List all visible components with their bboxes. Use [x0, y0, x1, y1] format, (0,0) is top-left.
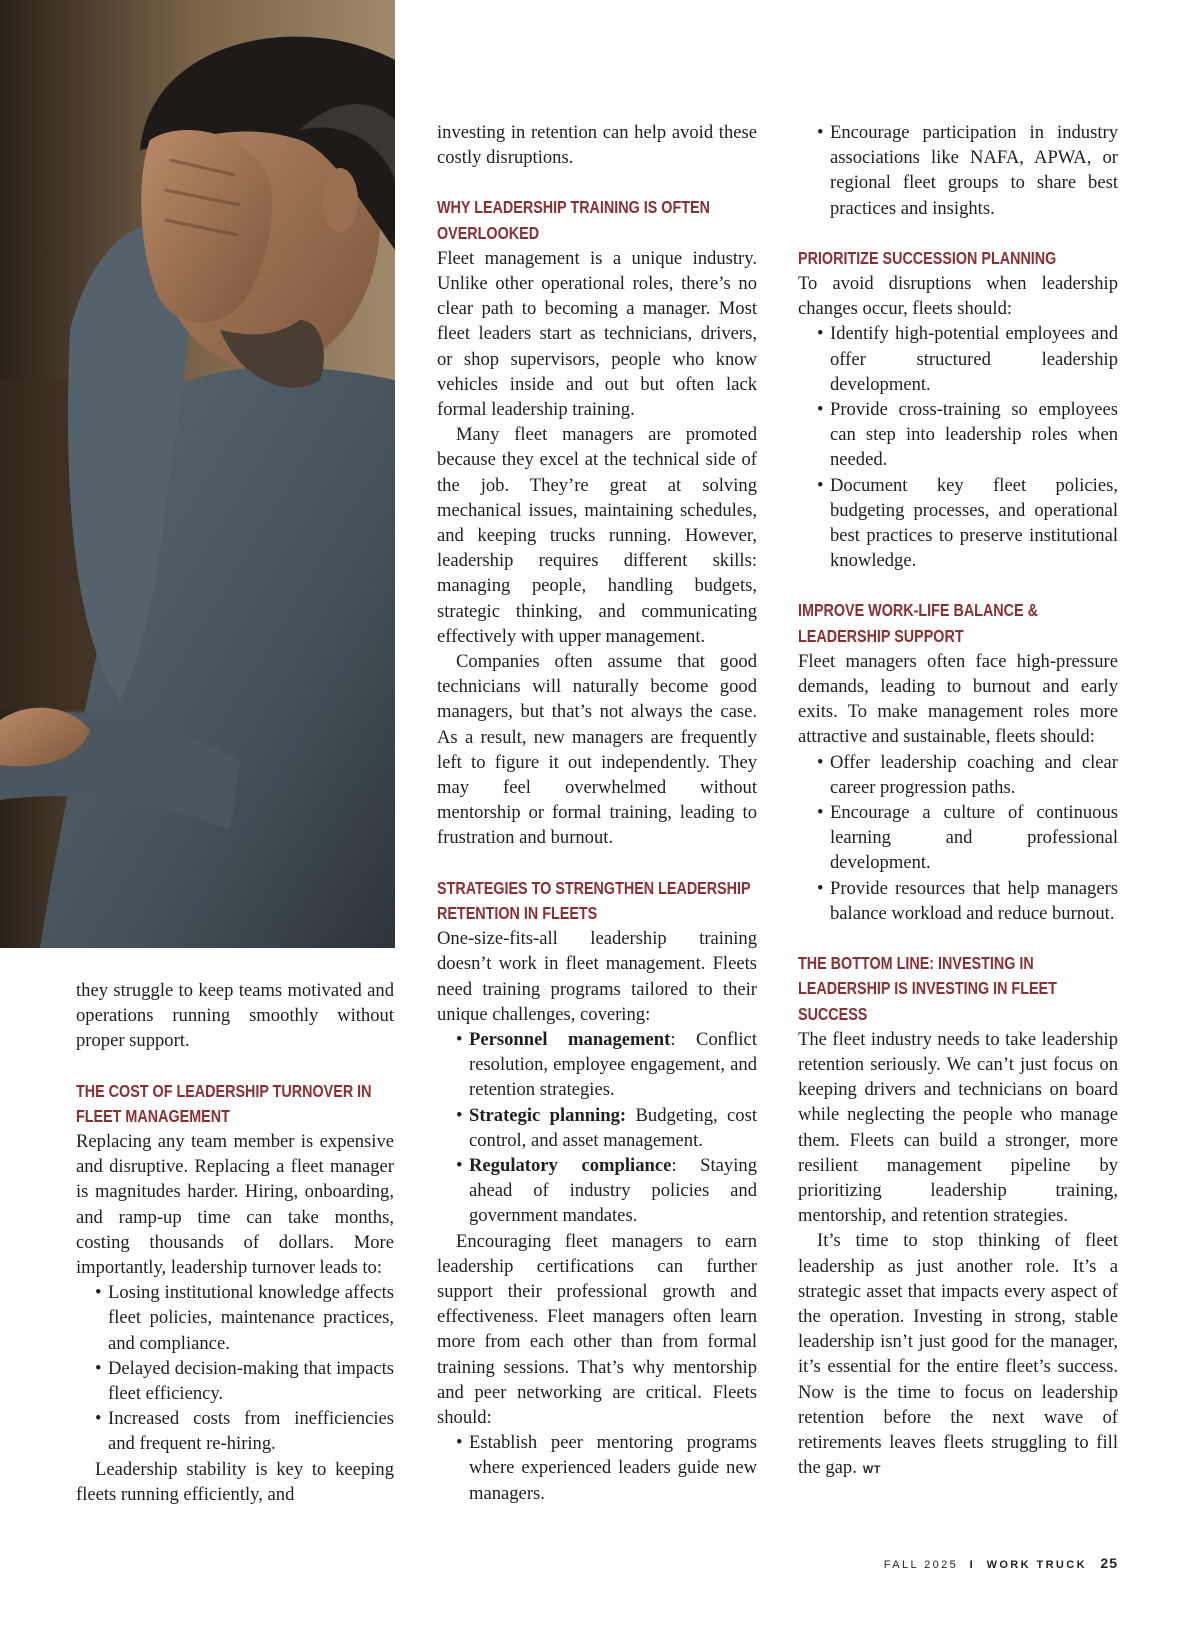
- paragraph-why-3: Companies often assume that good technicians will naturally become good managers, but that’s not always the case. As a result, new managers are frequently left to figure it out independently. They may feel overwhelmed without mentorship or formal training, leading to frustration and burnout.: [437, 651, 757, 849]
- paragraph-succession: To avoid disruptions when leadership changes occur, fleets should:: [798, 273, 1118, 320]
- list-item-bold: Strategic planning:: [469, 1104, 627, 1126]
- heading-succession: PRIORITIZE SUCCESSION PLANNING: [798, 247, 1057, 268]
- paragraph-bottom-2: [798, 1228, 1118, 1483]
- heading-cost-of-turnover: THE COST OF LEADERSHIP TURNOVER IN FLEET MANAGEMENT: [76, 1080, 372, 1126]
- list-mentoring: [437, 1430, 757, 1506]
- paragraph-why-2: Many fleet managers are promoted because they excel at the technical side of the job. They’re great at solving mechanical issues, maintaining schedules, and keeping trucks running. However, leadership requires different skills: managing people, handling budgets, strategic thinking, and communicating effectively with upper management.: [437, 424, 757, 647]
- page-footer: [884, 1555, 1118, 1571]
- heading-why-overlooked: WHY LEADERSHIP TRAINING IS OFTEN OVERLOOKED: [437, 197, 710, 243]
- paragraph-strategies: One-size-fits-all leadership training doesn’t work in fleet management. Fleets need training programs tailored to their unique challenges, covering:: [437, 928, 757, 1025]
- list-item: • Increased costs from inefficiencies and frequent re-hiring.: [108, 1406, 394, 1456]
- list-item-text: : Conflict resolution, employee engagement, and retention strategies.: [469, 1028, 757, 1101]
- issue-label: FALL 2025: [883, 1559, 959, 1571]
- list-item: • Offer leadership coaching and clear career progression paths.: [830, 750, 1118, 800]
- list-succession: [798, 321, 1118, 573]
- paragraph-balance: Fleet managers often face high-pressure demands, leading to burnout and early exits. To make management roles more attractive and sustainable, fleets should:: [798, 650, 1118, 748]
- list-item: [469, 1153, 757, 1229]
- end-mark: WT: [862, 1464, 881, 1477]
- footer-separator: I: [969, 1559, 976, 1571]
- heading-bottom-line: THE BOTTOM LINE: INVESTING IN LEADERSHIP IS INVESTING IN FLEET SUCCESS: [798, 953, 1057, 1024]
- list-training-topics: [437, 1027, 757, 1229]
- paragraph-stability: Leadership stability is key to keeping fleets running efficiently, and: [76, 1458, 394, 1505]
- paragraph-certifications: Encouraging fleet managers to earn leadership certifications can further support their professional growth and effectiveness. Fleet managers often learn more from each other than from formal training sessions. That’s why mentorship and peer networking are critical. Fleets should:: [437, 1230, 757, 1428]
- list-turnover-effects: [76, 1280, 394, 1456]
- list-item: [469, 1103, 757, 1153]
- list-item: • Losing institutional knowledge affects fleet policies, maintenance practices, and compliance.: [108, 1280, 394, 1356]
- list-item: • Identify high-potential employees and offer structured leadership development.: [830, 321, 1118, 397]
- list-item: • Provide resources that help managers balance workload and reduce burnout.: [830, 876, 1118, 926]
- column-2: [437, 120, 757, 1506]
- heading-strategies: STRATEGIES TO STRENGTHEN LEADERSHIP RETENTION IN FLEETS: [437, 877, 751, 923]
- heading-work-life-balance: IMPROVE WORK-LIFE BALANCE & LEADERSHIP SUPPORT: [798, 600, 1038, 646]
- list-item: • Document key fleet policies, budgeting processes, and operational best practices to preserve institutional knowledge.: [830, 473, 1118, 574]
- list-item: [469, 1027, 757, 1103]
- article-photo: [0, 0, 395, 948]
- list-item: • Encourage participation in industry associations like NAFA, APWA, or regional fleet groups to share best practices and insights.: [830, 120, 1118, 221]
- list-item: • Establish peer mentoring programs where experienced leaders guide new managers.: [469, 1430, 757, 1506]
- column-1: [76, 978, 394, 1507]
- list-item-bold: Personnel management: [469, 1028, 671, 1050]
- list-item-bold: Regulatory compliance: [469, 1154, 672, 1176]
- list-item-text: Budgeting, cost control, and asset management.: [469, 1104, 757, 1151]
- paragraph-intro: they struggle to keep teams motivated and operations running smoothly without proper support.: [76, 980, 394, 1052]
- paragraph-cost: Replacing any team member is expensive and disruptive. Replacing a fleet manager is magnitudes harder. Hiring, onboarding, and ramp-up time can take months, costing thousands of dollars. More importantly, leadership turnover leads to:: [76, 1131, 394, 1279]
- list-participation: [798, 120, 1118, 221]
- paragraph-bottom-2-text: It’s time to stop thinking of fleet leadership as just another role. It’s a strategic asset that impacts every aspect of the operation. Investing in strong, stable leadership isn’t just good for the manager, it’s essential for the entire fleet’s success. Now is the time to focus on leadership retention before the next wave of retirements leaves fleets struggling to fill the gap.: [798, 1230, 1118, 1479]
- paragraph-bottom-1: The fleet industry needs to take leadership retention seriously. We can’t just focus on keeping drivers and technicians on board while neglecting the people who manage them. Fleets can build a stronger, more resilient management pipeline by prioritizing leadership training, mentorship, and retention strategies.: [798, 1028, 1118, 1227]
- list-item: • Provide cross-training so employees can step into leadership roles when needed.: [830, 397, 1118, 473]
- column-3: [798, 120, 1118, 1483]
- magazine-name: WORK TRUCK: [986, 1559, 1087, 1571]
- list-item: • Encourage a culture of continuous learning and professional development.: [830, 800, 1118, 876]
- paragraph-continued: investing in retention can help avoid these costly disruptions.: [437, 122, 757, 169]
- list-item: • Delayed decision-making that impacts fleet efficiency.: [108, 1356, 394, 1406]
- stressed-man-photo: [0, 0, 395, 948]
- list-balance: [798, 750, 1118, 926]
- paragraph-why-1: Fleet management is a unique industry. Unlike other operational roles, there’s no clear path to becoming a manager. Most fleet leaders start as technicians, drivers, or shop supervisors, people who know vehicles inside and out but often lack formal leadership training.: [437, 247, 757, 421]
- list-item-text: : Staying ahead of industry policies and government mandates.: [469, 1154, 757, 1227]
- page-number: 25: [1100, 1555, 1118, 1571]
